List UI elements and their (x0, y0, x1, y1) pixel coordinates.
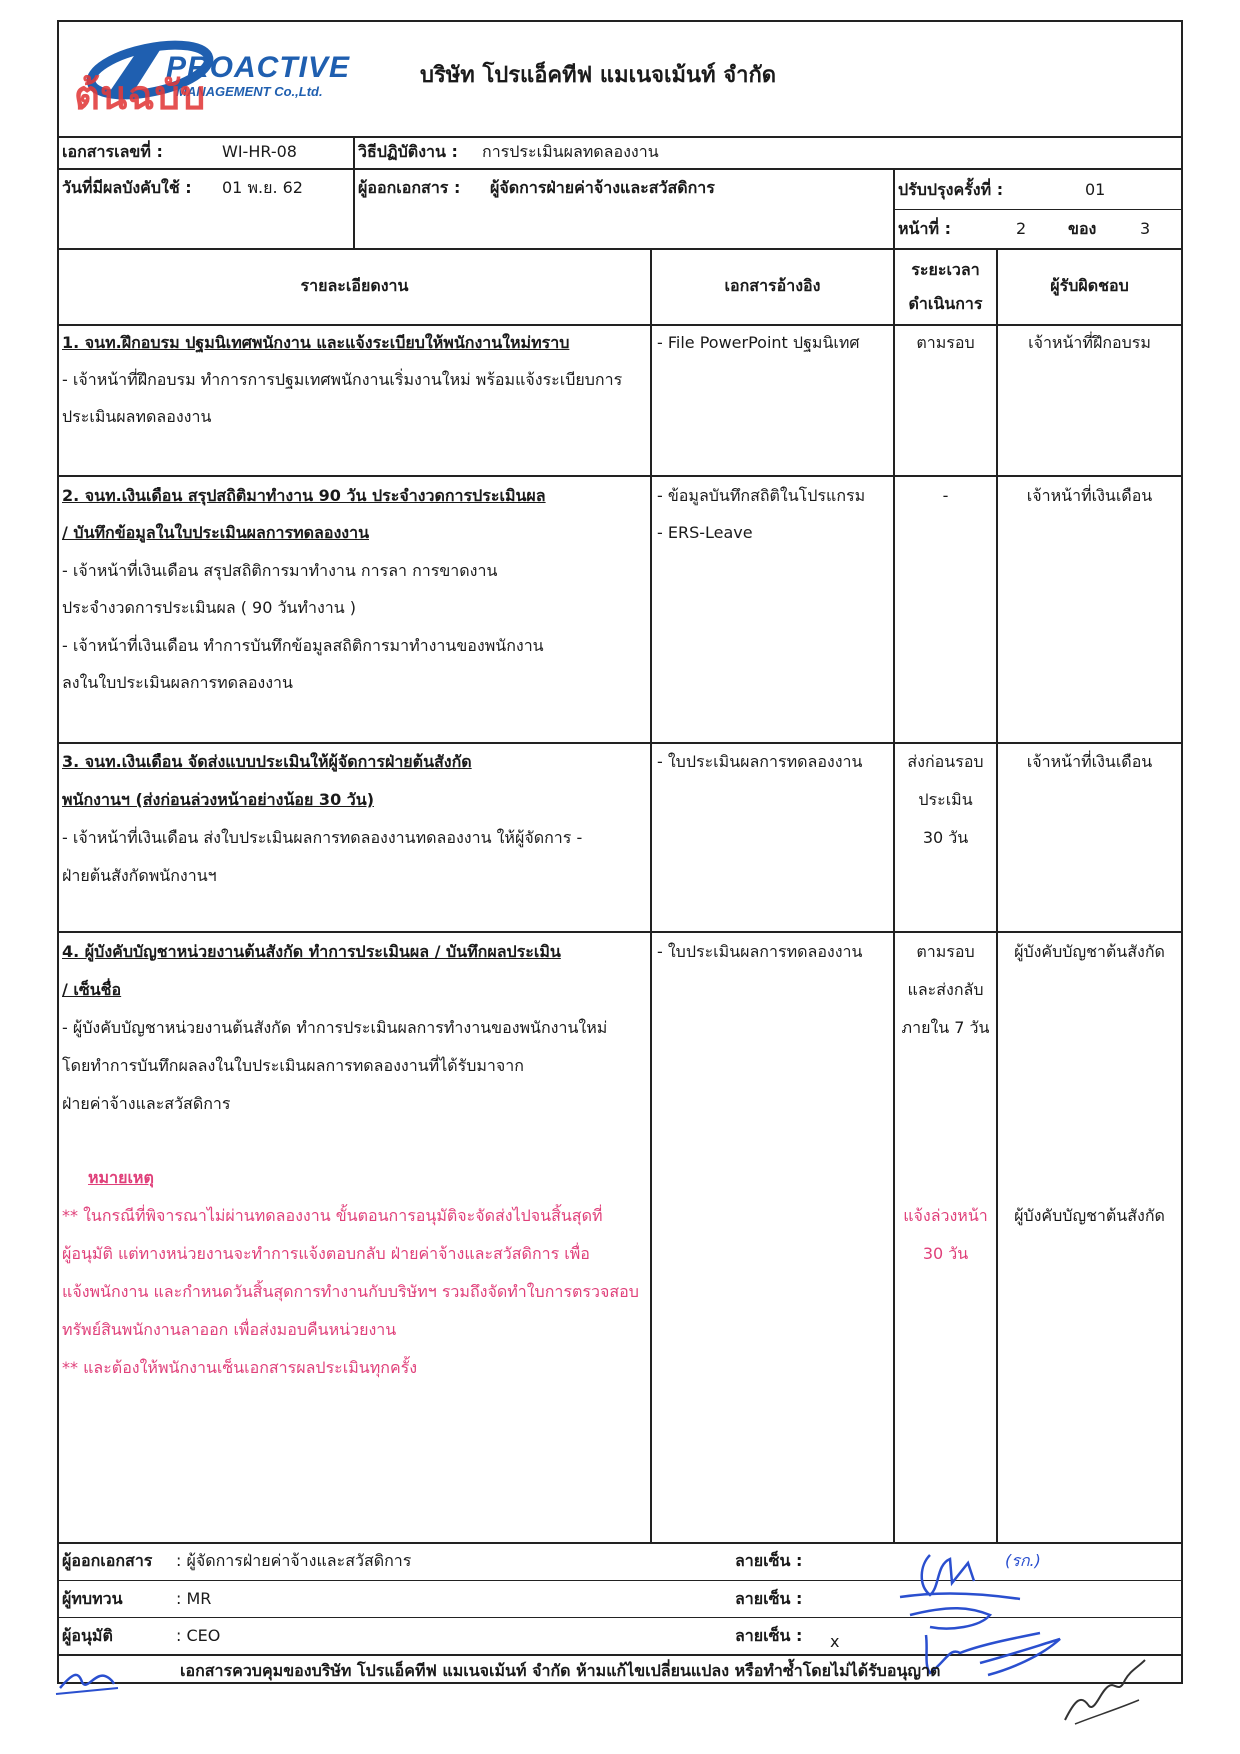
signoff-value: : MR (176, 1589, 212, 1608)
logo-subtext: MANAGEMENT Co.,Ltd. (176, 84, 323, 99)
row-reference: - ใบประเมินผลการทดลองงาน (657, 942, 863, 961)
signoff-label: ผู้ทบทวน (62, 1589, 123, 1608)
row-title: 1. จนท.ฝึกอบรม ปฐมนิเทศพนักงาน และแจ้งระเบียบให้พนักงานใหม่ทราบ (62, 333, 570, 352)
company-title: บริษัท โปรแอ็คทีฟ แมเนจเม้นท์ จำกัด (420, 63, 777, 88)
footer-control-notice: เอกสารควบคุมของบริษัท โปรแอ็คทีฟ แมเนจเม้นท์ จำกัด ห้ามแก้ไขเปลี่ยนแปลง หรือทำซ้ำโดยไม่ได้รับอนุญาต (180, 1661, 941, 1680)
note-responsible: ผู้บังคับบัญชาต้นสังกัด (1014, 1206, 1165, 1225)
signoff-label: ผู้อนุมัติ (62, 1626, 113, 1645)
row-duration: ประเมิน (918, 790, 973, 809)
note-line: ทรัพย์สินพนักงานลาออก เพื่อส่งมอบคืนหน่วยงาน (62, 1320, 397, 1339)
row-duration: ภายใน 7 วัน (901, 1018, 990, 1037)
col-header-duration-2: ดำเนินการ (908, 294, 983, 313)
row-reference: - ERS-Leave (657, 523, 753, 542)
row-responsible: เจ้าหน้าที่เงินเดือน (1026, 486, 1153, 505)
page-total: 3 (1140, 219, 1151, 238)
effective-date-label: วันที่มีผลบังคับใช้ : (62, 178, 192, 197)
note-line: ผู้อนุมัติ แต่ทางหน่วยงานจะทำการแจ้งตอบกลับ ฝ่ายค่าจ้างและสวัสดิการ เพื่อ (62, 1244, 590, 1263)
signoff-sign-label: ลายเซ็น : (735, 1589, 803, 1608)
row-body-line: โดยทำการบันทึกผลลงในใบประเมินผลการทดลองงานที่ได้รับมาจาก (62, 1056, 524, 1075)
page-label: หน้าที่ : (898, 219, 951, 238)
original-copy-stamp: ต้นฉบับ (74, 73, 206, 119)
initials-left-icon (52, 1660, 122, 1700)
row-reference: - File PowerPoint ปฐมนิเทศ (657, 333, 860, 352)
page-of-label: ของ (1068, 219, 1097, 238)
row-title: 3. จนท.เงินเดือน จัดส่งแบบประเมินให้ผู้จัดการฝ่ายต้นสังกัด (62, 752, 472, 771)
col-header-reference: เอกสารอ้างอิง (724, 276, 821, 295)
row-body-line: ฝ่ายค่าจ้างและสวัสดิการ (62, 1094, 231, 1113)
signoff-value: : CEO (176, 1626, 221, 1645)
row-responsible: ผู้บังคับบัญชาต้นสังกัด (1014, 942, 1165, 961)
row-duration: ตามรอบ (916, 333, 975, 352)
row-body-line: - ผู้บังคับบัญชาหน่วยงานต้นสังกัด ทำการประเมินผลการทำงานของพนักงานใหม่ (62, 1018, 608, 1037)
initials-right-icon (1055, 1650, 1155, 1730)
row-body-line: - เจ้าหน้าที่เงินเดือน ทำการบันทึกข้อมูลสถิติการมาทำงานของพนักงาน (62, 636, 544, 655)
row-body-line: ลงในใบประเมินผลการทดลองงาน (62, 673, 293, 692)
row-responsible: เจ้าหน้าที่เงินเดือน (1026, 752, 1153, 771)
row-body-line: ประเมินผลทดลองงาน (62, 407, 212, 426)
note-line: ** ในกรณีที่พิจารณาไม่ผ่านทดลองงาน ขั้นตอนการอนุมัติจะจัดส่งไปจนสิ้นสุดที่ (62, 1206, 603, 1225)
issuer-label: ผู้ออกเอกสาร : (358, 178, 461, 197)
note-heading: หมายเหตุ (88, 1168, 154, 1187)
row-duration: - (942, 486, 949, 505)
row-duration: ส่งก่อนรอบ (907, 752, 984, 771)
note-duration: แจ้งล่วงหน้า (903, 1206, 988, 1225)
signoff-value: : ผู้จัดการฝ่ายค่าจ้างและสวัสดิการ (176, 1551, 412, 1570)
company-logo (74, 36, 351, 120)
procedure-value: การประเมินผลทดลองงาน (482, 142, 659, 161)
row-duration: 30 วัน (922, 828, 969, 847)
row-body-line: - เจ้าหน้าที่ฝึกอบรม ทำการการปฐมเทศพนักงานเริ่มงานใหม่ พร้อมแจ้งระเบียบการ (62, 370, 623, 389)
note-line: แจ้งพนักงาน และกำหนดวันสิ้นสุดการทำงานกับบริษัทฯ รวมถึงจัดทำใบการตรวจสอบ (62, 1282, 639, 1301)
revision-value: 01 (1085, 180, 1106, 199)
signoff-sign-label: ลายเซ็น : (735, 1551, 803, 1570)
row-responsible: เจ้าหน้าที่ฝึกอบรม (1028, 333, 1151, 352)
row-title: / เซ็นชื่อ (62, 980, 122, 999)
doc-no-value: WI-HR-08 (222, 142, 297, 161)
row-title: 4. ผู้บังคับบัญชาหน่วยงานต้นสังกัด ทำการประเมินผล / บันทึกผลประเมิน (62, 942, 561, 961)
row-body-line: - เจ้าหน้าที่เงินเดือน ส่งใบประเมินผลการทดลองงานทดลองงาน ให้ผู้จัดการ - (62, 828, 583, 847)
signoff-mark: x (830, 1632, 840, 1651)
note-duration: 30 วัน (922, 1244, 969, 1263)
row-body-line: - เจ้าหน้าที่เงินเดือน สรุปสถิติการมาทำงาน การลา การขาดงาน (62, 561, 498, 580)
row-title: 2. จนท.เงินเดือน สรุปสถิติมาทำงาน 90 วัน ประจำงวดการประเมินผล (62, 486, 546, 505)
note-line: ** และต้องให้พนักงานเซ็นเอกสารผลประเมินทุกครั้ง (62, 1358, 418, 1377)
doc-no-label: เอกสารเลขที่ : (62, 142, 163, 161)
procedure-label: วิธีปฏิบัติงาน : (358, 142, 458, 161)
row-title: / บันทึกข้อมูลในใบประเมินผลการทดลองงาน (62, 523, 369, 542)
row-duration: และส่งกลับ (907, 980, 984, 999)
row-reference: - ข้อมูลบันทึกสถิติในโปรแกรม (657, 486, 866, 505)
effective-date-value: 01 พ.ย. 62 (222, 178, 303, 197)
row-reference: - ใบประเมินผลการทดลองงาน (657, 752, 863, 771)
signoff-label: ผู้ออกเอกสาร (62, 1551, 153, 1570)
col-header-detail: รายละเอียดงาน (300, 276, 409, 295)
signoff-sign-label: ลายเซ็น : (735, 1626, 803, 1645)
page-value: 2 (1016, 219, 1027, 238)
row-body-line: ฝ่ายต้นสังกัดพนักงานฯ (62, 866, 217, 885)
issuer-value: ผู้จัดการฝ่ายค่าจ้างและสวัสดิการ (490, 178, 715, 197)
row-body-line: ประจำงวดการประเมินผล ( 90 วันทำงาน ) (62, 598, 357, 617)
col-header-duration-1: ระยะเวลา (911, 260, 980, 279)
col-header-responsible: ผู้รับผิดชอบ (1050, 276, 1129, 295)
signature-note: (รก.) (1005, 1551, 1041, 1570)
logo-text: PROACTIVE (166, 51, 351, 84)
row-duration: ตามรอบ (916, 942, 975, 961)
row-title: พนักงานฯ (ส่งก่อนล่วงหน้าอย่างน้อย 30 วัน) (62, 790, 374, 809)
revision-label: ปรับปรุงครั้งที่ : (898, 180, 1004, 199)
